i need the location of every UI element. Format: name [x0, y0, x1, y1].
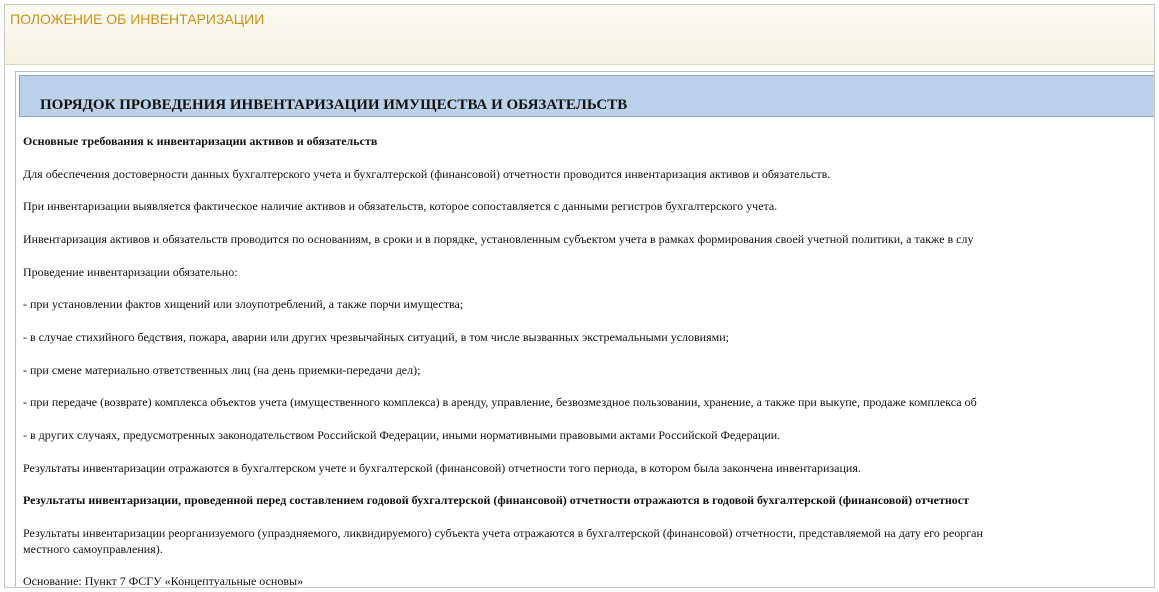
paragraph-heading: Основные требования к инвентаризации активов и обязательств [23, 134, 378, 148]
paragraph: Результаты инвентаризации реорганизуемого (упраздняемого, ликвидируемого) субъекта учета отражаются в бухгалтерской (финансовой) отчетности, представляемой на дату его реорган [23, 526, 983, 540]
document-window [4, 4, 1155, 588]
document-content [15, 71, 1155, 588]
paragraph: При инвентаризации выявляется фактическое наличие активов и обязательств, которое сопоставляется с данными регистров бухгалтерского учета. [23, 199, 778, 213]
paragraph: Проведение инвентаризации обязательно: [23, 265, 238, 279]
paragraph-bold: Результаты инвентаризации, проведенной перед составлением годовой бухгалтерской (финансовой) отчетности отражаются в годовой бухгалтерской (финансовой) отчетност [23, 493, 969, 507]
document-header [5, 5, 1154, 65]
list-item: - при смене материально ответственных лиц (на день приемки-передачи дел); [23, 363, 421, 377]
section-header [19, 75, 1155, 117]
list-item: - при установлении фактов хищений или злоупотреблений, а также порчи имущества; [23, 297, 464, 311]
paragraph: Для обеспечения достоверности данных бухгалтерского учета и бухгалтерской (финансовой) отчетности проводится инвентаризация активов и обязательств. [23, 167, 831, 181]
paragraph-continuation: местного самоуправления). [23, 542, 163, 556]
document-title: ПОЛОЖЕНИЕ ОБ ИНВЕНТАРИЗАЦИИ [10, 11, 265, 27]
paragraph-source: Основание: Пункт 7 ФСГУ «Концептуальные основы» [23, 574, 304, 588]
list-item: - при передаче (возврате) комплекса объектов учета (имущественного комплекса) в аренду, управление, безвозмездное пользовании, хранение, а также при выкупе, продаже комплекса об [23, 395, 977, 409]
section-title: ПОРЯДОК ПРОВЕДЕНИЯ ИНВЕНТАРИЗАЦИИ ИМУЩЕСТВА И ОБЯЗАТЕЛЬСТВ [40, 97, 628, 113]
list-item: - в случае стихийного бедствия, пожара, аварии или других чрезвычайных ситуаций, в том числе вызванных экстремальными условиями; [23, 330, 729, 344]
paragraph: Результаты инвентаризации отражаются в бухгалтерском учете и бухгалтерской (финансовой) отчетности того периода, в котором была закончена инвентаризация. [23, 461, 861, 475]
list-item: - в других случаях, предусмотренных законодательством Российской Федерации, иными нормативными правовыми актами Российской Федерации. [23, 428, 781, 442]
paragraph: Инвентаризация активов и обязательств проводится по основаниям, в сроки и в порядке, установленным субъектом учета в рамках формирования своей учетной политики, а также в слу [23, 232, 974, 246]
